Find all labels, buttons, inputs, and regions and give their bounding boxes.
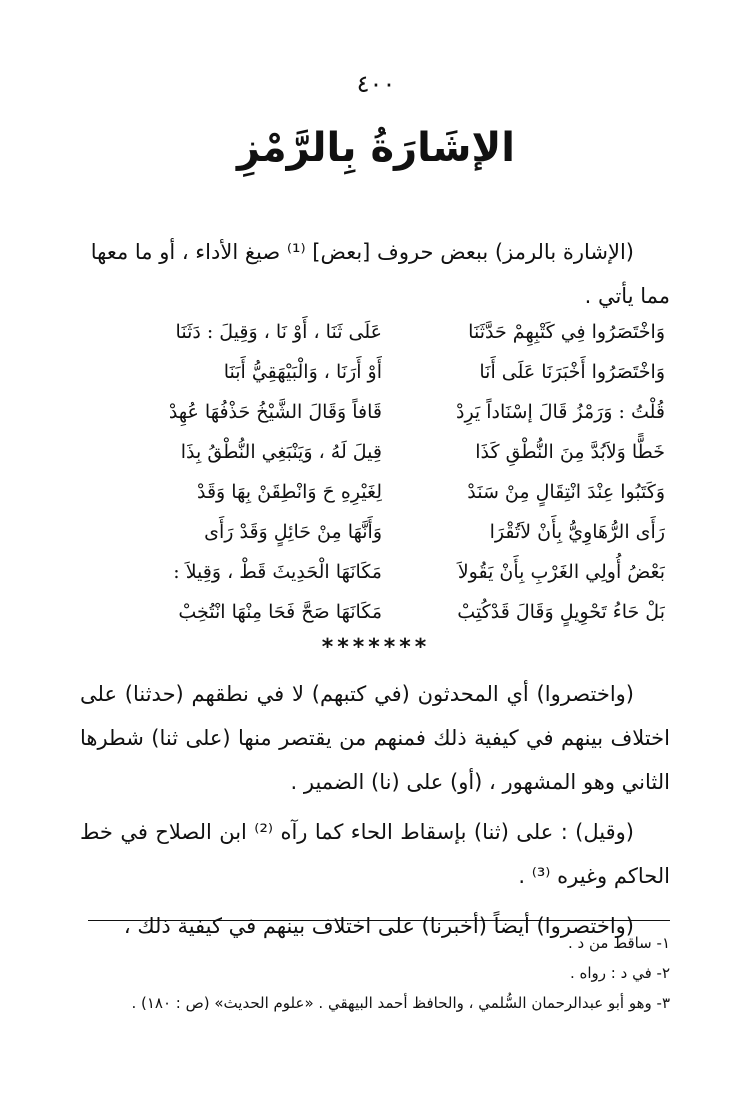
verse-first-hemistich: وَاخْتَصَرُوا أَخْبَرَنَا عَلَى أَنَا: [479, 361, 665, 383]
verse-line: [120, 552, 665, 592]
verse-first-hemistich: بَعْضُ أُولِي الغَرْبِ بِأَنْ يَقُولاَ: [457, 561, 665, 583]
verse-second-hemistich: مَكَانَهَا الْحَدِيثَ قَطْ ، وَقِيلاَ :: [173, 561, 382, 583]
intro-line: (الإشارة بالرمز) ببعض حروف [بعض] ⁽¹⁾ صيغ الأداء ، أو ما معها: [90, 240, 634, 264]
verse-first-hemistich: بَلْ حَاءُ تَحْوِيلٍ وَقَالَ قَدْكُتِبْ: [457, 601, 665, 623]
intro-line: مما يأتي .: [584, 284, 670, 308]
verse-second-hemistich: قَافاً وَقَالَ الشَّيْخُ حَذْفُهَا عُهِدْ: [168, 401, 382, 423]
commentary: [80, 672, 670, 954]
page-number: ٤٠٠: [356, 70, 396, 98]
commentary-paragraph: (واختصروا) أي المحدثون (في كتبهم) لا في نطقهم (حدثنا) على اختلاف بينهم في كيفية ذلك فمنهم من يقتصر منها (على ثنا) شطرها الثاني وهو المشهور ، (أو) على (نا) الضمير .: [80, 682, 670, 794]
verse-second-hemistich: وَأَنَّهَا مِنْ حَائِلٍ وَقَدْ رَأَى: [204, 521, 382, 543]
verse-line: [120, 312, 665, 352]
footnote: ١- ساقط من د .: [568, 934, 670, 952]
verse-second-hemistich: أَوْ أَرَنَا ، وَالْبَيْهَقِيُّ أَبَنَا: [223, 361, 382, 383]
footnote: ٢- في د : رواه .: [569, 964, 670, 982]
footnote: ٣- وهو أبو عبدالرحمان السُّلمي ، والحافظ أحمد البيهقي . «علوم الحديث» (ص : ١٨٠) .: [131, 994, 670, 1012]
commentary-paragraph: (وقيل) : على (ثنا) بإسقاط الحاء كما رآه ⁽²⁾ ابن الصلاح في خط الحاكم وغيره ⁽³⁾ .: [80, 820, 670, 888]
verse-line: [120, 352, 665, 392]
verse-first-hemistich: وَكَتَبُوا عِنْدَ انْتِقَالٍ مِنْ سَنَدْ: [467, 481, 665, 503]
verse-first-hemistich: قُلْتُ : وَرَمْزُ قَالَ إسْنَاداً يَرِدْ: [455, 401, 665, 423]
intro-paragraph: [80, 230, 670, 318]
verse-line: [120, 592, 665, 632]
verse-line: [120, 392, 665, 432]
verse-second-hemistich: عَلَى ثَنَا ، أَوْ نَا ، وَقِيلَ : دَثَنَا: [175, 321, 382, 343]
verse-second-hemistich: مَكَانَهَا صَحَّ فَحَا مِنْهَا انْتُخِبْ: [178, 601, 382, 623]
verse-block: [120, 312, 665, 632]
section-separator: *******: [321, 635, 431, 660]
footnote-divider: [88, 920, 670, 921]
commentary-paragraph: (واختصروا) أيضاً (أخبرنا) على اختلاف بينهم في كيفية ذلك ،: [123, 914, 634, 938]
verse-second-hemistich: لِغَيْرِهِ حَ وَانْطِقَنْ بِهَا وَقَدْ: [196, 481, 382, 503]
verse-line: [120, 512, 665, 552]
verse-first-hemistich: خَطًّا وَلاَبُدَّ مِنَ النُّطْقِ كَذَا: [475, 441, 665, 463]
verse-line: [120, 432, 665, 472]
verse-first-hemistich: وَاخْتَصَرُوا فِي كَتْبِهِمْ حَدَّثَنَا: [468, 321, 665, 343]
footnotes: [80, 928, 670, 1018]
verse-line: [120, 472, 665, 512]
chapter-title: الإشَارَةُ بِالرَّمْزِ: [236, 125, 515, 171]
verse-second-hemistich: قِيلَ لَهُ ، وَيَنْبَغِي النُّطْقُ بِذَا: [180, 441, 382, 463]
verse-first-hemistich: رَأَى الرُّهَاوِيُّ بِأَنْ لاَتُقْرَا: [489, 521, 665, 543]
